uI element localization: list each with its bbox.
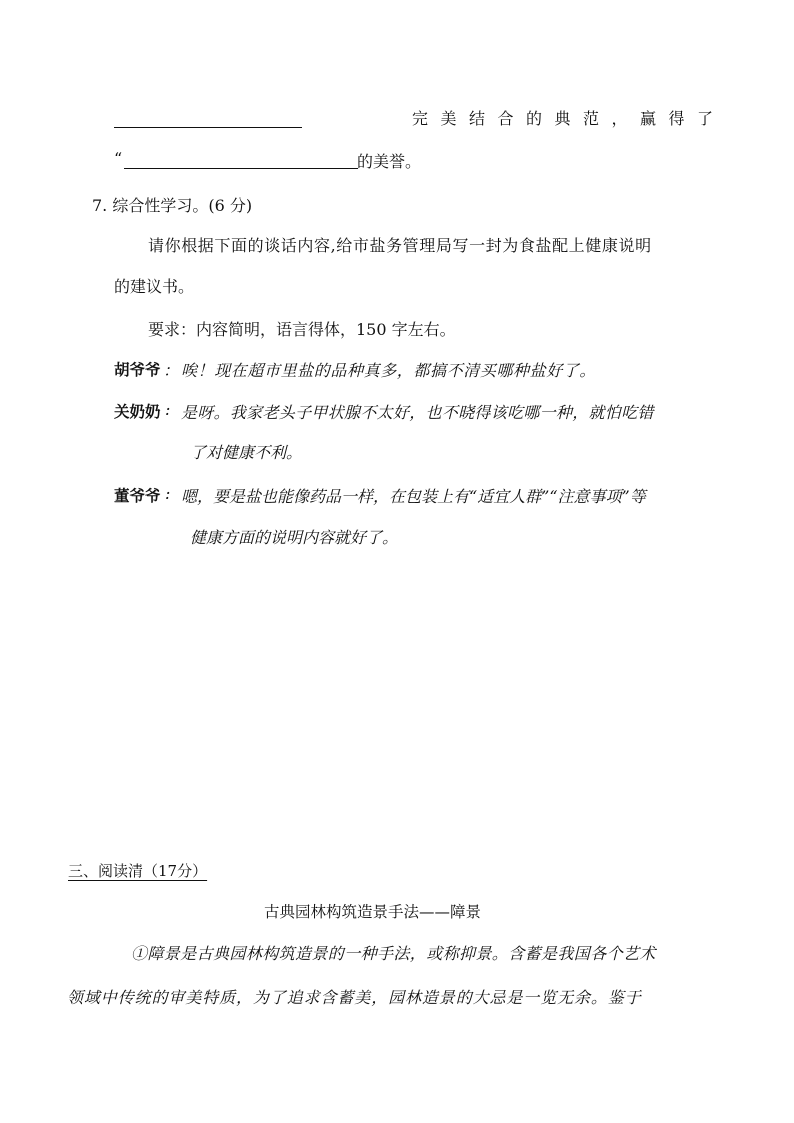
article-title: 古典园林构筑造景手法——障景 bbox=[264, 903, 482, 921]
q7-prompt-line1: 请你根据下面的谈话内容,给市盐务管理局写一封为食盐配上健康说明 bbox=[148, 236, 652, 255]
q7-prompt-line2: 的建议书。 bbox=[114, 277, 195, 296]
dialogue-colon: : bbox=[165, 400, 171, 419]
dialogue-line: 是呀。我家老头子甲状腺不太好，也不晓得该吃哪一种，就怕吃错 bbox=[181, 403, 654, 422]
dialogue-line: 嗯，要是盐也能像药品一样，在包装上有“适宜人群”“注意事项”等 bbox=[181, 487, 646, 506]
dialogue-speaker: 董爷爷 bbox=[114, 487, 161, 505]
dialogue-line-cont: 健康方面的说明内容就好了。 bbox=[190, 528, 399, 547]
answer-blank-2[interactable] bbox=[124, 168, 358, 169]
q7-heading: 7. 综合性学习。(6 分) bbox=[92, 196, 253, 215]
dialogue-colon: : bbox=[165, 484, 171, 503]
q7-requirement: 要求：内容简明，语言得体，150 字左右。 bbox=[148, 320, 456, 339]
q6-open-quote: “ bbox=[114, 149, 123, 168]
q6-line2-end: 的美誉。 bbox=[357, 152, 422, 171]
q6-line1-text: 完美结合的典范，赢得了 bbox=[412, 109, 726, 128]
dialogue-speaker: 胡爷爷 bbox=[114, 361, 161, 379]
dialogue-line: 唉！现在超市里盐的品种真多，都搞不清买哪种盐好了。 bbox=[181, 361, 597, 380]
article-para1-line1: ①障景是古典园林构筑造景的一种手法，或称抑景。含蓄是我国各个艺术 bbox=[131, 944, 656, 963]
dialogue-colon: ： bbox=[163, 361, 180, 380]
answer-blank-1[interactable] bbox=[114, 127, 302, 128]
article-para1-line2: 领域中传统的审美特质，为了追求含蓄美，园林造景的大忌是一览无余。鉴于 bbox=[67, 988, 642, 1007]
section3-heading: 三、阅读清（17分） bbox=[68, 862, 208, 880]
dialogue-speaker: 关奶奶 bbox=[114, 403, 161, 421]
dialogue-line-cont: 了对健康不利。 bbox=[190, 443, 303, 462]
